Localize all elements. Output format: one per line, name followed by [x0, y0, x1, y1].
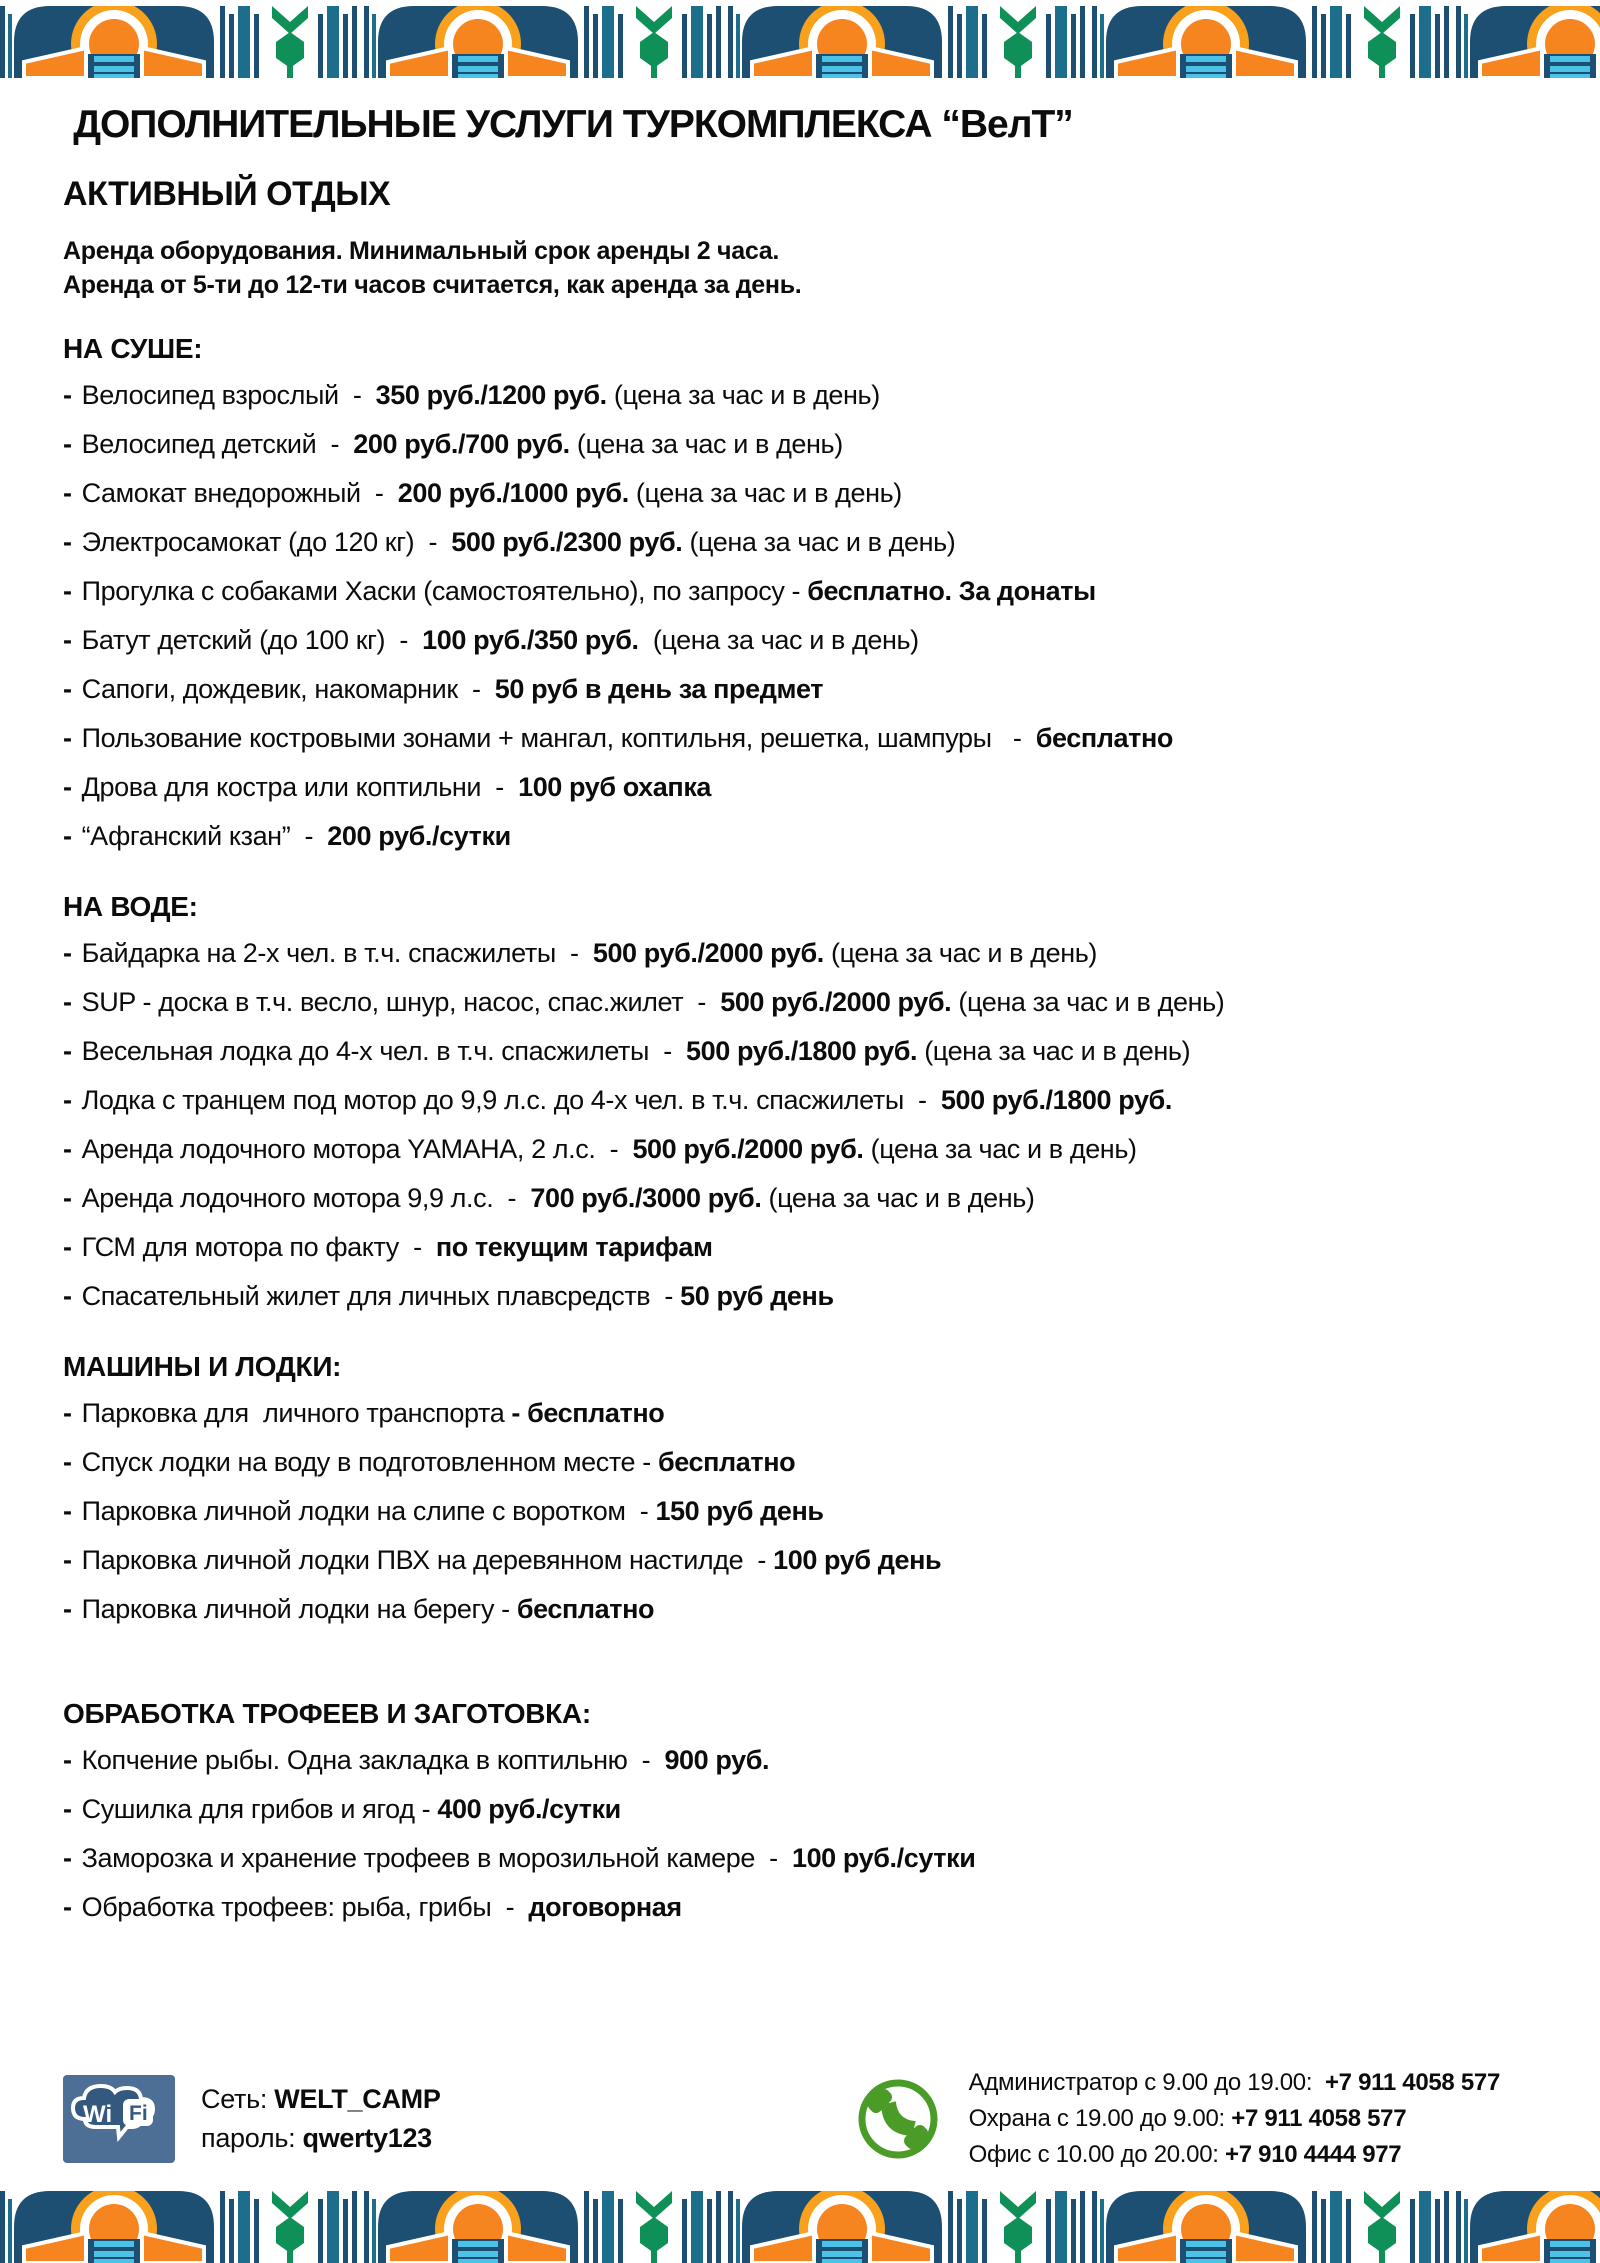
service-item	[63, 1834, 1560, 1883]
item-price: 500 руб./2000 руб.	[720, 986, 952, 1017]
service-item	[63, 1076, 1560, 1125]
item-bullet: -	[63, 820, 72, 851]
service-item	[63, 1585, 1560, 1634]
item-bullet: -	[63, 526, 72, 557]
wifi-credentials	[201, 2080, 441, 2158]
section-heading: ОБРАБОТКА ТРОФЕЕВ И ЗАГОТОВКА:	[63, 1697, 591, 1729]
item-price: 200 руб./1000 руб.	[397, 477, 629, 508]
item-text: Велосипед детский -	[81, 428, 354, 459]
section-heading: НА СУШЕ:	[63, 332, 203, 364]
item-price: 50 руб день	[680, 1280, 834, 1311]
section-items	[63, 1389, 1560, 1634]
service-item	[63, 616, 1560, 665]
item-price: 200 руб./сутки	[327, 820, 511, 851]
page-title: ДОПОЛНИТЕЛЬНЫЕ УСЛУГИ ТУРКОМПЛЕКСА “ВелТ”	[73, 103, 1073, 146]
service-item	[63, 763, 1560, 812]
phone-number: +7 910 4444 977	[1225, 2141, 1402, 2168]
section-items	[63, 1736, 1560, 1932]
item-text: Сушилка для грибов и ягод -	[81, 1793, 438, 1824]
item-text: Прогулка с собаками Хаски (самостоятельно), по запросу -	[81, 575, 808, 606]
item-text: Батут детский (до 100 кг) -	[81, 624, 423, 655]
item-price: бесплатно	[657, 1446, 796, 1477]
item-price: 400 руб./сутки	[437, 1793, 621, 1824]
item-price: 150 руб день	[655, 1495, 824, 1526]
item-text: Лодка с транцем под мотор до 9,9 л.с. до 4-х чел. в т.ч. спасжилеты -	[81, 1084, 941, 1115]
item-note: (цена за час и в день)	[761, 1182, 1035, 1213]
service-item	[63, 929, 1560, 978]
item-bullet: -	[63, 1084, 72, 1115]
section-heading: МАШИНЫ И ЛОДКИ:	[63, 1350, 342, 1382]
item-bullet: -	[63, 575, 72, 606]
item-bullet: -	[63, 1793, 72, 1824]
service-section	[63, 1351, 1560, 1634]
item-price: бесплатно	[1035, 722, 1173, 753]
wifi-network-value: WELT_CAMP	[274, 2083, 441, 2114]
intro-line-2: Аренда от 5-ти до 12-ти часов считается, как аренда за день.	[63, 271, 802, 300]
service-item	[63, 1223, 1560, 1272]
item-note: (цена за час и в день)	[628, 477, 902, 508]
item-note: (цена за час и в день)	[863, 1133, 1137, 1164]
service-item	[63, 714, 1560, 763]
item-text: Парковка личной лодки ПВХ на деревянном настилде -	[81, 1544, 774, 1575]
item-bullet: -	[63, 624, 72, 655]
service-item	[63, 518, 1560, 567]
service-item	[63, 1125, 1560, 1174]
item-text: Заморозка и хранение трофеев в морозильной камере -	[81, 1842, 792, 1873]
wifi-password-line	[201, 2119, 441, 2158]
item-price: 350 руб./1200 руб.	[375, 379, 607, 410]
service-item	[63, 1272, 1560, 1321]
item-bullet: -	[63, 428, 72, 459]
item-text: Аренда лодочного мотора 9,9 л.с. -	[81, 1182, 531, 1213]
item-price: 100 руб день	[773, 1544, 942, 1575]
wifi-logo-wi-label: Wi	[83, 2101, 113, 2128]
service-item	[63, 812, 1560, 861]
item-bullet: -	[63, 673, 72, 704]
service-section	[63, 1698, 1560, 1932]
folk-border-bottom-pattern	[0, 2185, 1600, 2263]
item-text: Электросамокат (до 120 кг) -	[81, 526, 452, 557]
item-bullet: -	[63, 722, 72, 753]
item-price: 100 руб охапка	[518, 771, 712, 802]
item-text: Велосипед взрослый -	[81, 379, 376, 410]
item-note: (цена за час и в день)	[682, 526, 956, 557]
intro-line-1: Аренда оборудования. Минимальный срок аренды 2 часа.	[63, 236, 780, 265]
intro-text	[63, 234, 1560, 303]
phone-line	[969, 2065, 1500, 2101]
service-item	[63, 371, 1560, 420]
item-note: (цена за час и в день)	[951, 986, 1225, 1017]
phone-icon	[855, 2076, 941, 2162]
wifi-network-line	[201, 2080, 441, 2119]
item-note: (цена за час и в день)	[917, 1035, 1191, 1066]
item-bullet: -	[63, 477, 72, 508]
item-bullet: -	[63, 1035, 72, 1066]
service-item	[63, 1027, 1560, 1076]
activity-heading: АКТИВНЫЙ ОТДЫХ	[63, 174, 391, 213]
service-item	[63, 1736, 1560, 1785]
item-price: 200 руб./700 руб.	[353, 428, 570, 459]
service-item	[63, 1883, 1560, 1932]
item-bullet: -	[63, 1231, 72, 1262]
section-heading: НА ВОДЕ:	[63, 890, 198, 922]
item-bullet: -	[63, 1446, 72, 1477]
item-price: бесплатно	[516, 1593, 655, 1624]
item-bullet: -	[63, 1744, 72, 1775]
item-bullet: -	[63, 937, 72, 968]
item-text: Сапоги, дождевик, накомарник -	[81, 673, 495, 704]
item-text: Спасательный жилет для личных плавсредств -	[81, 1280, 681, 1311]
item-bullet: -	[63, 1182, 72, 1213]
phone-label: Охрана с 19.00 до 9.00:	[968, 2105, 1232, 2132]
phone-line	[969, 2137, 1500, 2173]
folk-border-top-pattern	[0, 0, 1600, 78]
phone-label: Офис с 10.00 до 20.00:	[968, 2141, 1226, 2168]
item-bullet: -	[63, 1842, 72, 1873]
item-bullet: -	[63, 986, 72, 1017]
item-note: (цена за час и в день)	[569, 428, 843, 459]
item-text: Весельная лодка до 4-х чел. в т.ч. спасжилеты -	[81, 1035, 687, 1066]
service-section	[63, 891, 1560, 1321]
item-text: SUP - доска в т.ч. весло, шнур, насос, спас.жилет -	[81, 986, 721, 1017]
item-price: 500 руб./2000 руб.	[632, 1133, 864, 1164]
service-item	[63, 1174, 1560, 1223]
item-text: Парковка личной лодки на берегу -	[81, 1593, 517, 1624]
service-item	[63, 1487, 1560, 1536]
service-item	[63, 1438, 1560, 1487]
item-text: ГСМ для мотора по факту -	[81, 1231, 436, 1262]
wifi-network-label: Сеть:	[201, 2083, 275, 2114]
item-price: по текущим тарифам	[435, 1231, 713, 1262]
item-text: Аренда лодочного мотора YAMAHA, 2 л.с. -	[81, 1133, 633, 1164]
phone-number: +7 911 4058 577	[1231, 2105, 1407, 2132]
item-price: 500 руб./2300 руб.	[451, 526, 683, 557]
wifi-password-label: пароль:	[201, 2123, 303, 2153]
service-item	[63, 420, 1560, 469]
item-bullet: -	[63, 1593, 72, 1624]
item-price: 700 руб./3000 руб.	[530, 1182, 762, 1213]
service-item	[63, 1389, 1560, 1438]
service-section	[63, 333, 1560, 861]
item-text: Байдарка на 2-х чел. в т.ч. спасжилеты -	[81, 937, 593, 968]
item-text: Пользование костровыми зонами + мангал, коптильня, решетка, шампуры -	[81, 722, 1036, 753]
item-text: “Афганский кзан” -	[81, 820, 328, 851]
phone-lines	[969, 2065, 1500, 2173]
flyer-content	[63, 78, 1560, 1932]
item-note: (цена за час и в день)	[823, 937, 1097, 968]
item-price: бесплатно. За донаты	[807, 575, 1096, 606]
item-text: Спуск лодки на воду в подготовленном месте -	[81, 1446, 658, 1477]
footer	[63, 2065, 1500, 2173]
section-items	[63, 929, 1560, 1321]
wifi-logo-icon	[63, 2075, 175, 2163]
item-note: (цена за час и в день)	[638, 624, 919, 655]
item-text: Копчение рыбы. Одна закладка в коптильню -	[81, 1744, 665, 1775]
phone-label: Администратор с 9.00 до 19.00:	[968, 2069, 1325, 2096]
service-item	[63, 1785, 1560, 1834]
phone-line	[969, 2101, 1500, 2137]
item-bullet: -	[63, 1397, 72, 1428]
sections	[63, 333, 1560, 1932]
wifi-password-value: qwerty123	[302, 2123, 432, 2153]
item-price: 50 руб в день за предмет	[494, 673, 824, 704]
item-price: 900 руб.	[664, 1744, 770, 1775]
item-price: договорная	[528, 1891, 682, 1922]
item-note: (цена за час и в день)	[606, 379, 880, 410]
item-price: 100 руб./350 руб.	[422, 624, 639, 655]
item-bullet: -	[63, 1495, 72, 1526]
item-bullet: -	[63, 1280, 72, 1311]
item-bullet: -	[63, 1544, 72, 1575]
item-price: - бесплатно	[511, 1397, 665, 1428]
item-text: Парковка личной лодки на слипе с воротком -	[81, 1495, 656, 1526]
wifi-logo-fi-label: Fi	[129, 2102, 148, 2125]
item-price: 500 руб./1800 руб.	[686, 1035, 918, 1066]
service-item	[63, 1536, 1560, 1585]
item-text: Самокат внедорожный -	[81, 477, 398, 508]
phone-number: +7 911 4058 577	[1324, 2069, 1500, 2096]
service-item	[63, 665, 1560, 714]
item-price: 500 руб./1800 руб.	[940, 1084, 1172, 1115]
item-text: Обработка трофеев: рыба, грибы -	[81, 1891, 529, 1922]
item-text: Парковка для личного транспорта	[81, 1397, 512, 1428]
phone-block	[855, 2065, 1500, 2173]
section-items	[63, 371, 1560, 861]
item-bullet: -	[63, 1891, 72, 1922]
service-item	[63, 978, 1560, 1027]
item-bullet: -	[63, 771, 72, 802]
service-item	[63, 567, 1560, 616]
wifi-block	[63, 2075, 441, 2163]
service-item	[63, 469, 1560, 518]
item-price: 500 руб./2000 руб.	[592, 937, 824, 968]
item-bullet: -	[63, 1133, 72, 1164]
item-price: 100 руб./сутки	[791, 1842, 976, 1873]
item-text: Дрова для костра или коптильни -	[81, 771, 519, 802]
item-bullet: -	[63, 379, 72, 410]
